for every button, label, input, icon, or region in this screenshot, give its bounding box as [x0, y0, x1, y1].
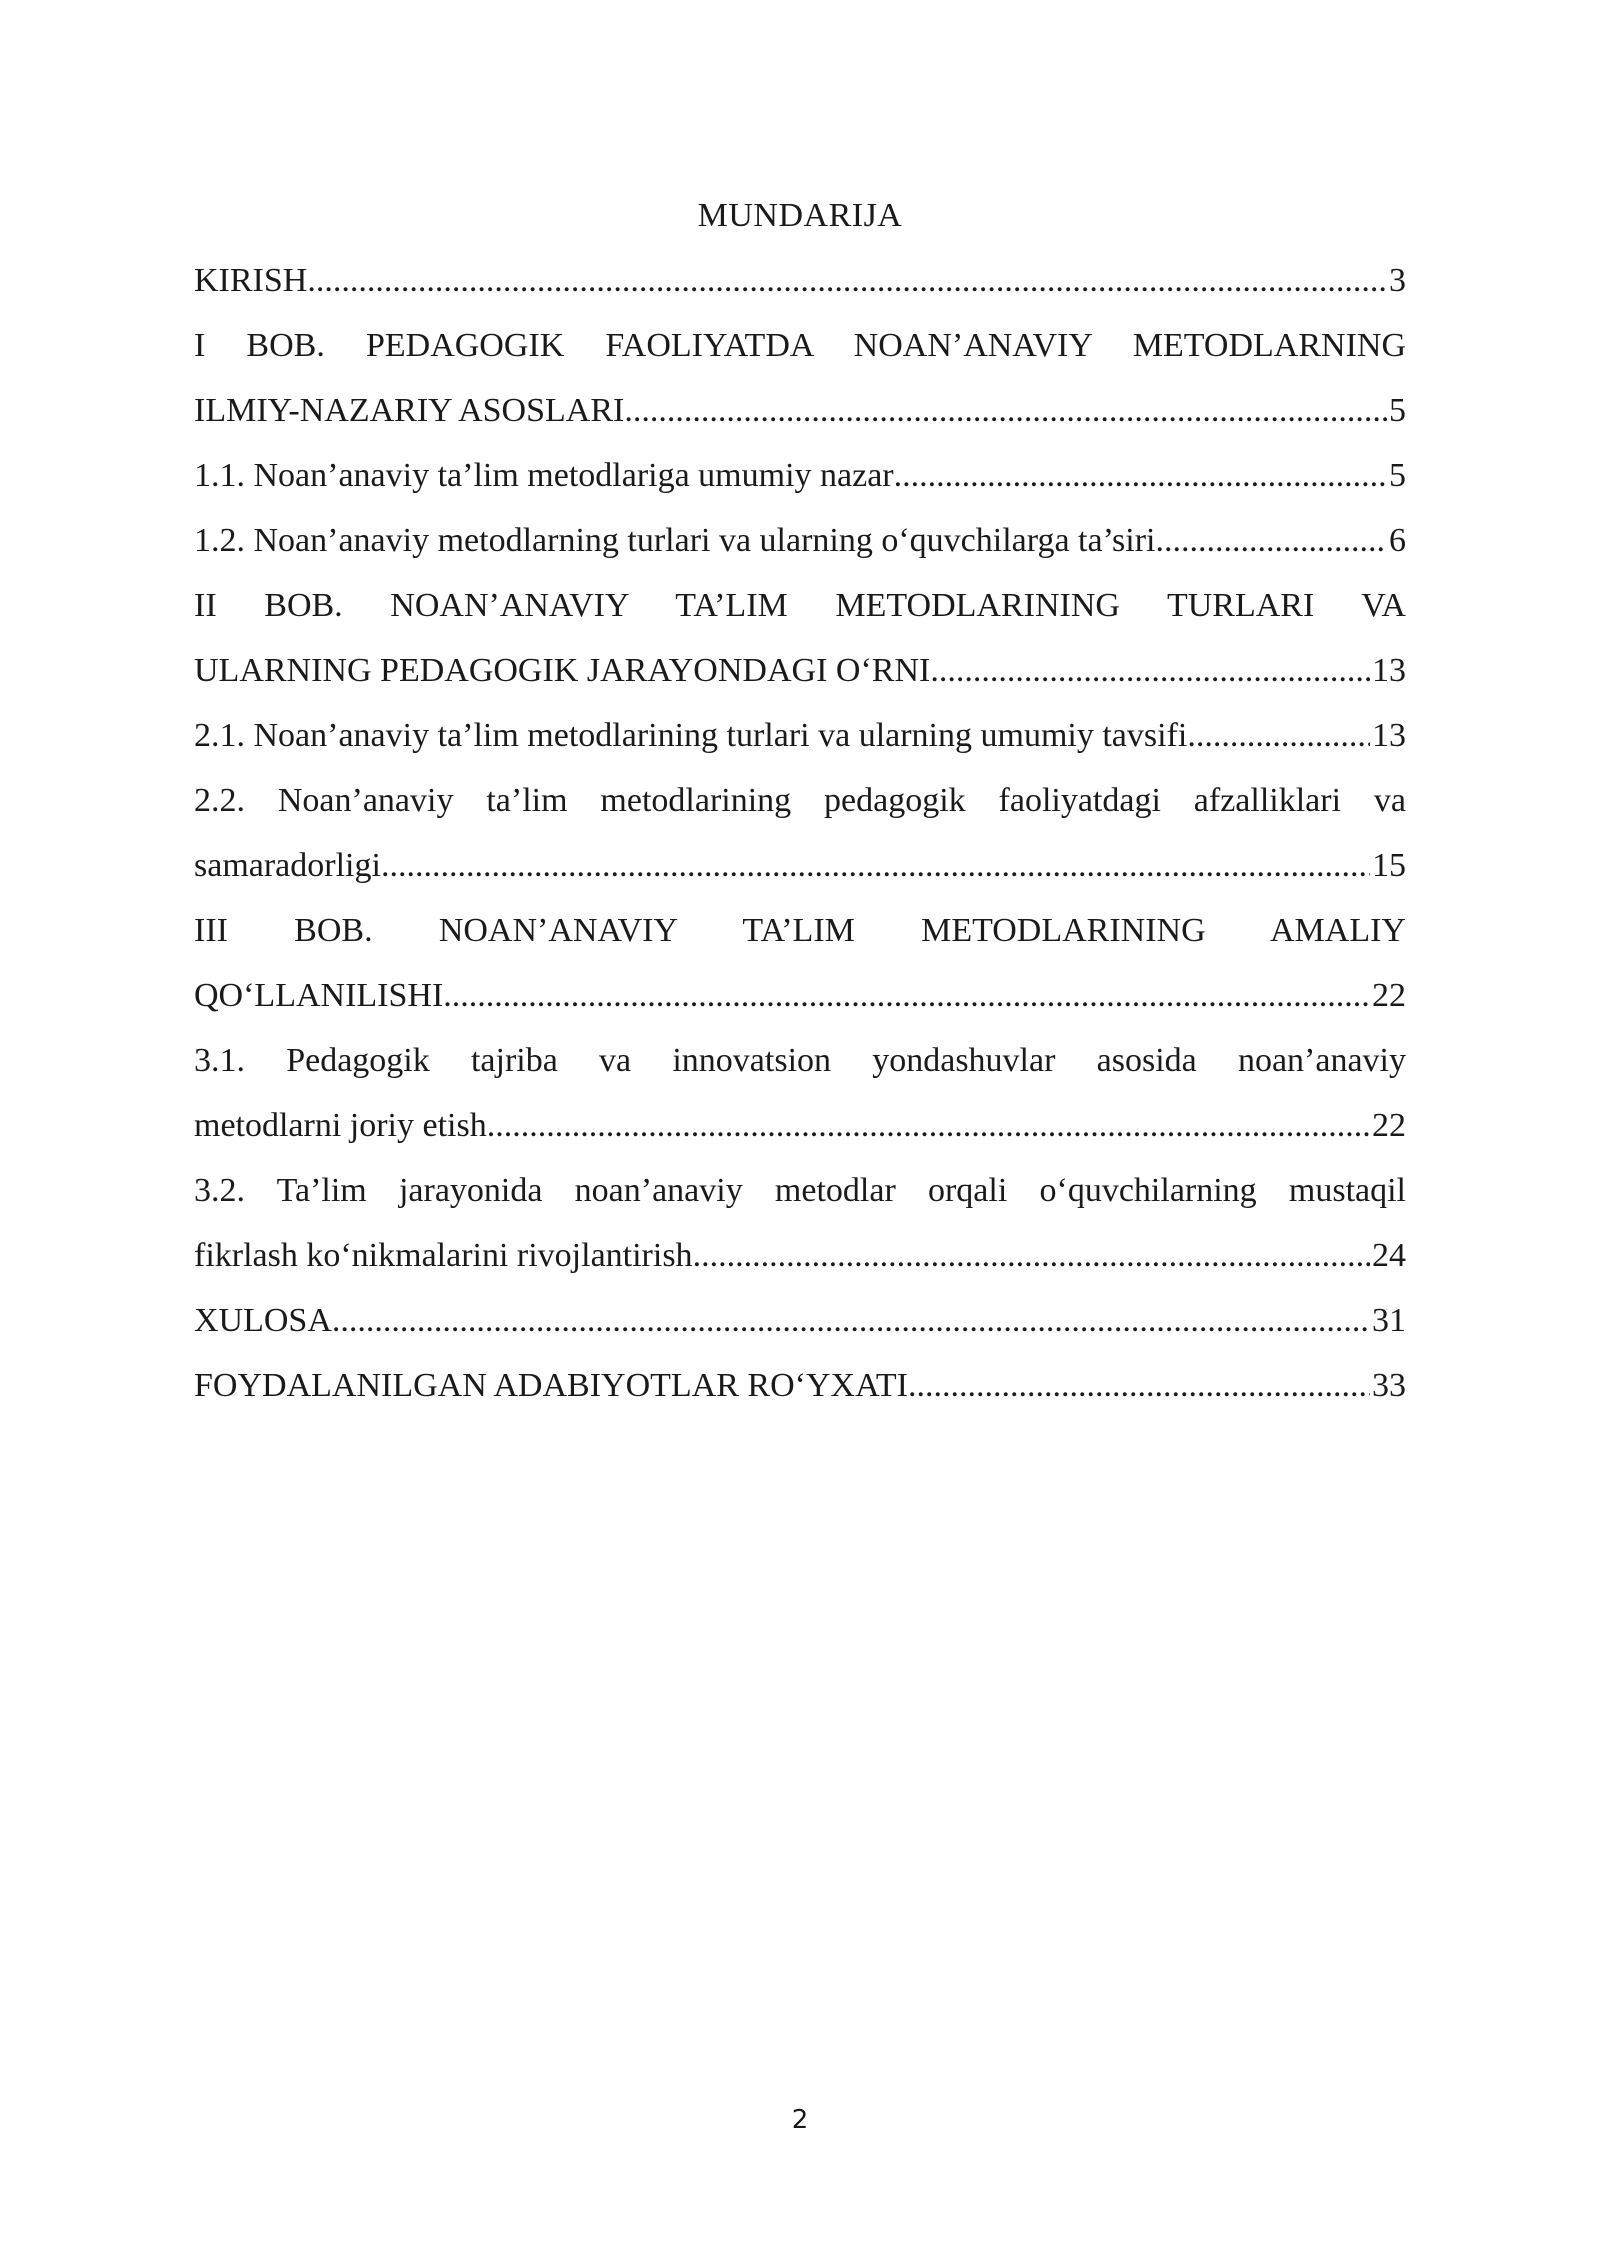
toc-entry-label: KIRISH: [194, 262, 308, 299]
toc-entry-bibliography[interactable]: [194, 1353, 1406, 1418]
toc-page-number: 22: [1372, 1107, 1406, 1144]
toc-leader-dots: [894, 443, 1387, 508]
toc-entry-chapter-2-line-1[interactable]: [194, 573, 1406, 638]
toc-entry-3-2-line-2[interactable]: [194, 1223, 1406, 1288]
toc-leader-dots: [930, 638, 1370, 703]
toc-entry-label: metodlarni joriy etish: [194, 1107, 487, 1144]
toc-page-number: 22: [1372, 977, 1406, 1014]
toc-page-number: 15: [1372, 847, 1406, 884]
toc-entry-1-1[interactable]: [194, 443, 1406, 508]
toc-entry-label: I BOB. PEDAGOGIK FAOLIYATDA NOAN’ANAVIY METODLARNING: [194, 327, 1406, 364]
toc-page-number: 24: [1372, 1237, 1406, 1274]
toc-entry-3-2-line-1[interactable]: [194, 1158, 1406, 1223]
toc-entry-xulosa[interactable]: [194, 1288, 1406, 1353]
toc-entry-label: 1.2. Noan’anaviy metodlarning turlari va ularning o‘quvchilarga ta’siri: [194, 522, 1156, 559]
toc-entry-label: 2.2. Noan’anaviy ta’lim metodlarining pedagogik faoliyatdagi afzalliklari va: [194, 782, 1406, 819]
toc-page-number: 33: [1372, 1367, 1406, 1404]
toc-entry-1-2[interactable]: [194, 508, 1406, 573]
toc-page-number: 3: [1389, 262, 1406, 299]
toc-leader-dots: [307, 248, 1387, 313]
toc-entry-chapter-3-line-2[interactable]: [194, 963, 1406, 1028]
toc-entry-chapter-3-line-1[interactable]: [194, 898, 1406, 963]
toc-leader-dots: [381, 833, 1370, 898]
toc-entry-label: XULOSA: [194, 1302, 332, 1339]
toc-entry-2-1[interactable]: [194, 703, 1406, 768]
toc-entry-chapter-1-line-2[interactable]: [194, 378, 1406, 443]
toc-leader-dots: [332, 1288, 1370, 1353]
toc-page-number: 5: [1389, 457, 1406, 494]
toc-entry-2-2-line-2[interactable]: [194, 833, 1406, 898]
toc-page-number: 5: [1389, 392, 1406, 429]
toc-entry-3-1-line-1[interactable]: [194, 1028, 1406, 1093]
toc-page-number: 13: [1372, 717, 1406, 754]
page-number: 2: [791, 2105, 809, 2135]
toc-entry-label: QO‘LLANILISHI: [194, 977, 444, 1014]
toc-leader-dots: [908, 1353, 1370, 1418]
toc-entry-label: FOYDALANILGAN ADABIYOTLAR RO‘YXATI: [194, 1367, 908, 1404]
toc-entry-label: ILMIY-NAZARIY ASOSLARI: [194, 392, 625, 429]
toc-leader-dots: [443, 963, 1370, 1028]
toc-entry-2-2-line-1[interactable]: [194, 768, 1406, 833]
toc-leader-dots: [1155, 508, 1387, 573]
toc-entry-label: samaradorligi: [194, 847, 381, 884]
toc-leader-dots: [624, 378, 1387, 443]
toc-entry-label: III BOB. NOAN’ANAVIY TA’LIM METODLARINING AMALIY: [194, 912, 1406, 949]
toc-title: MUNDARIJA: [697, 197, 903, 234]
toc-entry-label: II BOB. NOAN’ANAVIY TA’LIM METODLARINING TURLARI VA: [194, 587, 1406, 624]
table-of-contents: [194, 248, 1406, 1418]
toc-entry-kirish[interactable]: [194, 248, 1406, 313]
toc-entry-chapter-1-line-1[interactable]: [194, 313, 1406, 378]
toc-entry-label: 2.1. Noan’anaviy ta’lim metodlarining turlari va ularning umumiy tavsifi: [194, 717, 1188, 754]
toc-entry-chapter-2-line-2[interactable]: [194, 638, 1406, 703]
toc-leader-dots: [487, 1093, 1370, 1158]
toc-entry-label: fikrlash ko‘nikmalarini rivojlantirish: [194, 1237, 693, 1274]
toc-entry-3-1-line-2[interactable]: [194, 1093, 1406, 1158]
toc-entry-label: ULARNING PEDAGOGIK JARAYONDAGI O‘RNI: [194, 652, 931, 689]
toc-page-number: 31: [1372, 1302, 1406, 1339]
toc-leader-dots: [1187, 703, 1370, 768]
toc-page-number: 6: [1389, 522, 1406, 559]
toc-leader-dots: [693, 1223, 1370, 1288]
toc-page-number: 13: [1372, 652, 1406, 689]
toc-entry-label: 3.2. Ta’lim jarayonida noan’anaviy metodlar orqali o‘quvchilarning mustaqil: [194, 1172, 1406, 1209]
toc-entry-label: 1.1. Noan’anaviy ta’lim metodlariga umumiy nazar: [194, 457, 894, 494]
toc-entry-label: 3.1. Pedagogik tajriba va innovatsion yondashuvlar asosida noan’anaviy: [194, 1042, 1406, 1079]
